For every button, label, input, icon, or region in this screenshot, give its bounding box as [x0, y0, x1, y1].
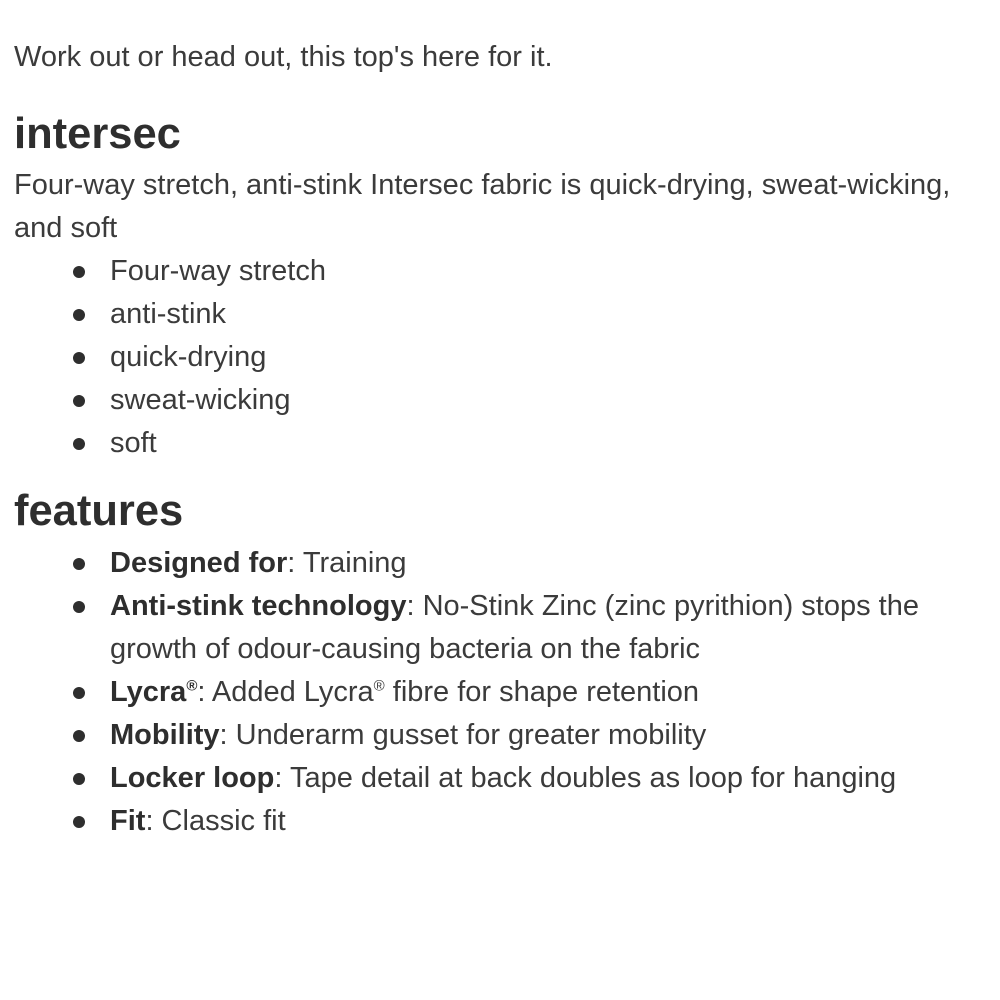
registered-mark: ®	[373, 677, 385, 695]
feature-item	[14, 585, 986, 671]
feature-term: Designed for	[110, 547, 288, 579]
list-item	[14, 379, 986, 422]
list-item	[14, 336, 986, 379]
feature-text: : Training	[287, 547, 407, 579]
bullet-icon	[73, 816, 85, 828]
bullet-icon	[73, 352, 85, 364]
product-description	[14, 36, 986, 843]
feature-text: : Added Lycra	[197, 676, 374, 708]
list-item	[14, 422, 986, 465]
feature-item	[14, 671, 986, 714]
bullet-icon	[73, 601, 85, 613]
feature-item	[14, 757, 986, 800]
bullet-icon	[73, 395, 85, 407]
feature-term: Mobility	[110, 719, 220, 751]
feature-term: Fit	[110, 805, 146, 837]
features-heading: features	[14, 487, 184, 535]
list-item-text: anti-stink	[110, 298, 227, 330]
feature-text: : Classic fit	[145, 805, 286, 837]
feature-term	[110, 676, 197, 708]
features-list	[14, 542, 986, 843]
list-item-text: Four-way stretch	[110, 255, 326, 287]
bullet-icon	[73, 730, 85, 742]
feature-term-text: Lycra	[110, 676, 187, 708]
intersec-heading: intersec	[14, 110, 181, 158]
bullet-icon	[73, 558, 85, 570]
list-item-text: quick-drying	[110, 341, 267, 373]
intersec-list	[14, 250, 986, 465]
bullet-icon	[73, 773, 85, 785]
bullet-icon	[73, 438, 85, 450]
bullet-icon	[73, 687, 85, 699]
intersec-description: Four-way stretch, anti-stink Intersec fabric is quick-drying, sweat-wicking, and soft	[14, 169, 951, 244]
registered-mark: ®	[186, 677, 198, 695]
bullet-icon	[73, 309, 85, 321]
feature-item	[14, 714, 986, 757]
feature-text: fibre for shape retention	[384, 676, 700, 708]
list-item	[14, 250, 986, 293]
list-item-text: sweat-wicking	[110, 384, 291, 416]
list-item-text: soft	[110, 427, 157, 459]
intro-text: Work out or head out, this top's here for it.	[14, 41, 553, 73]
feature-text: : Tape detail at back doubles as loop for hanging	[274, 762, 897, 794]
feature-term: Anti-stink technology	[110, 590, 407, 622]
feature-text: : Underarm gusset for greater mobility	[219, 719, 707, 751]
feature-term: Locker loop	[110, 762, 275, 794]
feature-text: : No-Stink Zinc (zinc pyrithion) stops the growth of odour-causing bacteria on the fabric	[110, 590, 919, 665]
list-item	[14, 293, 986, 336]
feature-item	[14, 800, 986, 843]
feature-item	[14, 542, 986, 585]
bullet-icon	[73, 266, 85, 278]
